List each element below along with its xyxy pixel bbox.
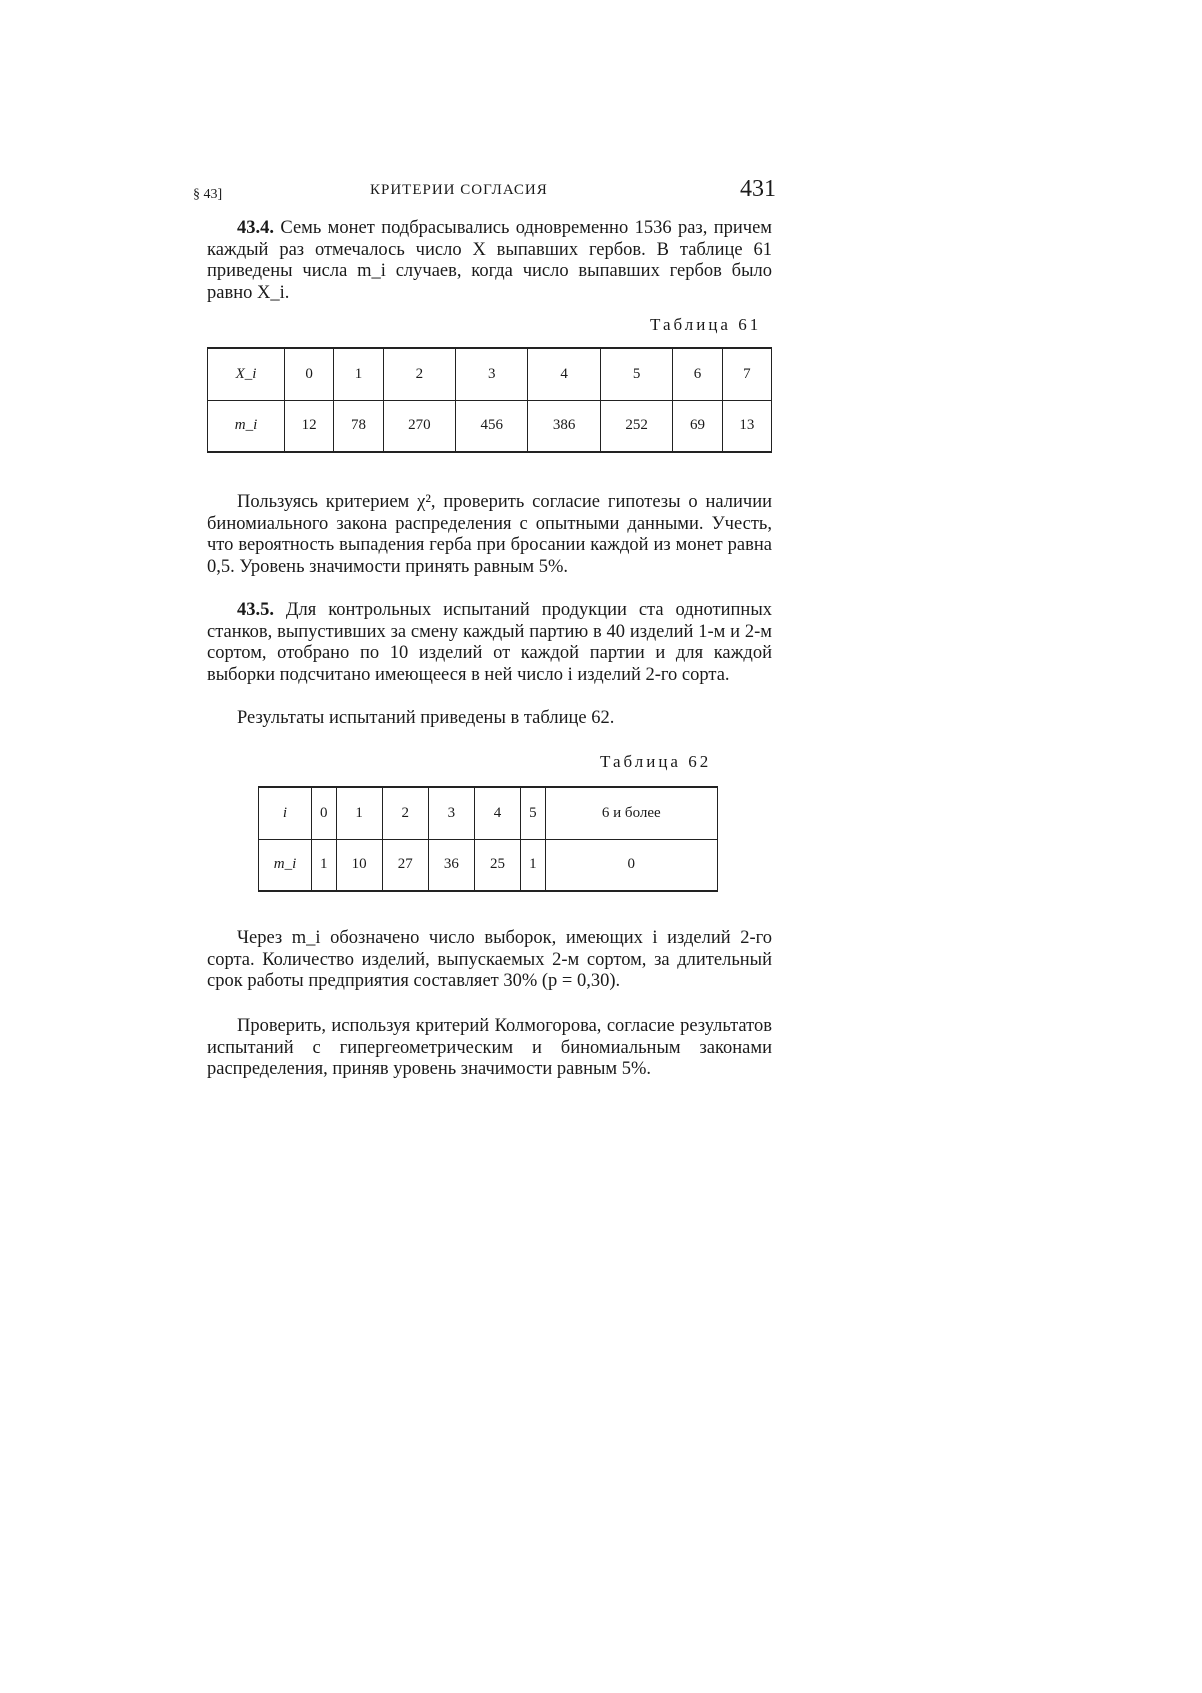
table-61-value-cell: 13	[722, 400, 771, 452]
table-62-header-cell: 5	[521, 787, 546, 839]
table-62-header-cell: 6 и более	[545, 787, 717, 839]
table-62-value-cell: 25	[474, 839, 520, 891]
table-61-header-cell: 6	[673, 348, 722, 400]
problem-43-5-text	[207, 600, 772, 686]
problem-43-4-text	[207, 218, 772, 304]
table-62-header-cell: 0	[312, 787, 337, 839]
problem-43-5-after-table: Через m_i обозначено число выборок, имеющих i изделий 2-го сорта. Количество изделий, выпускаемых 2-м сортом, за длительный срок работы предприятия составляет 30% (p = 0,30).	[207, 928, 772, 991]
running-title: КРИТЕРИИ СОГЛАСИЯ	[370, 182, 548, 198]
problem-body: Для контрольных испытаний продукции ста однотипных станков, выпустивших за смену каждый партию в 40 изделий 1-м и 2-м сортом, отобрано по 10 изделий от каждой партии и для каждой выборки подсчитано имеющееся в ней число i изделий 2-го сорта.	[207, 600, 772, 685]
table-61-header-cell: 7	[722, 348, 771, 400]
table-62-value-cell: 27	[382, 839, 428, 891]
table-61-value-cell: 270	[383, 400, 455, 452]
table-62-header-label: i	[259, 787, 312, 839]
table-61-header-label: X_i	[208, 348, 285, 400]
table-61-header-cell: 3	[456, 348, 528, 400]
table-61-row-label: m_i	[208, 400, 285, 452]
table-61-header-cell: 1	[334, 348, 383, 400]
table-61-value-cell: 456	[456, 400, 528, 452]
table-62-value-cell: 0	[545, 839, 717, 891]
table-61-caption: Таблица 61	[650, 315, 762, 334]
table-61-header-cell: 4	[528, 348, 600, 400]
table-62-value-cell: 10	[336, 839, 382, 891]
table-62-header-cell: 3	[428, 787, 474, 839]
table-61-header-cell: 2	[383, 348, 455, 400]
problem-43-4-followup: Пользуясь критерием χ², проверить согласие гипотезы о наличии биномиального закона распределения с опытными данными. Учесть, что вероятность выпадения герба при бросании каждой из монет равна 0,5. Уровень значимости принять равным 5%.	[207, 492, 772, 577]
section-marker: § 43]	[193, 187, 223, 202]
table-61-value-cell: 69	[673, 400, 722, 452]
table-61-value-cell: 12	[285, 400, 334, 452]
table-62-header-cell: 2	[382, 787, 428, 839]
table-62-caption: Таблица 62	[600, 752, 712, 771]
table-61-value-cell: 386	[528, 400, 600, 452]
table-62-row-label: m_i	[259, 839, 312, 891]
problem-43-5-final: Проверить, используя критерий Колмогорова, согласие результатов испытаний с гипергеометрическим и биномиальным законами распределения, приняв уровень значимости равным 5%.	[207, 1016, 772, 1079]
problem-body: Семь монет подбрасывались одновременно 1536 раз, причем каждый раз отмечалось число X выпавших гербов. В таблице 61 приведены числа m_i случаев, когда число выпавших гербов было равно X_i.	[207, 218, 772, 303]
results-line: Результаты испытаний приведены в таблице 62.	[237, 708, 615, 728]
table-61-header-cell: 0	[285, 348, 334, 400]
table-61-value-cell: 78	[334, 400, 383, 452]
table-62-header-cell: 4	[474, 787, 520, 839]
table-62-value-cell: 1	[312, 839, 337, 891]
table-61	[207, 347, 772, 453]
table-61-header-cell: 5	[600, 348, 672, 400]
table-62	[258, 786, 718, 892]
page-number: 431	[740, 176, 776, 202]
table-62-header-cell: 1	[336, 787, 382, 839]
problem-number: 43.4.	[237, 218, 274, 238]
problem-number: 43.5.	[237, 600, 274, 620]
table-61-value-cell: 252	[600, 400, 672, 452]
table-62-value-cell: 1	[521, 839, 546, 891]
table-62-value-cell: 36	[428, 839, 474, 891]
